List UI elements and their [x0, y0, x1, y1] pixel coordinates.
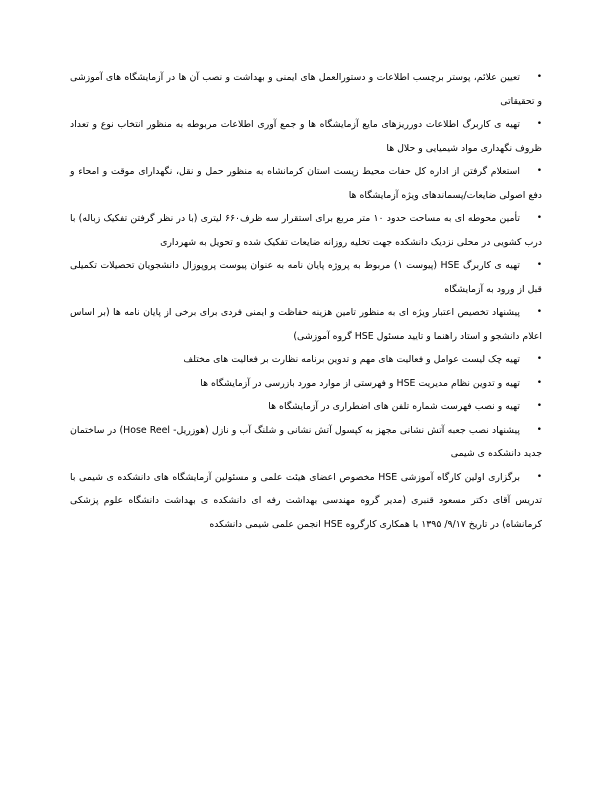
bullet-icon: • — [536, 401, 542, 411]
list-item — [70, 466, 542, 537]
list-item — [70, 419, 542, 466]
bullet-icon: • — [536, 260, 542, 270]
bullet-icon: • — [536, 471, 542, 482]
list-item — [70, 113, 542, 160]
list-item-text: برگزاری اولین کارگاه آموزشی HSE مخصوص اعضای هیئت علمی و مسئولین آزمایشگاه های دانشکده ی شیمی با تدریس آقای دکتر مسعود قنبری (مدیر گروه مهندسی بهداشت رفه ای دانشکده ی بهداشت دانشگاه علوم پزشکی کرمانشاه) در تاریخ ۹/۱۷/ ۱۳۹۵ با همکاری کارگروه HSE انجمن علمی شیمی دانشکده — [70, 471, 542, 530]
bullet-icon: • — [536, 307, 542, 317]
bullet-icon: • — [536, 354, 542, 364]
list-item — [70, 348, 542, 372]
list-item — [70, 395, 542, 419]
list-item-text: تأمین محوطه ای به مساحت حدود ۱۰ متر مربع برای استقرار سه ظرف۶۶۰ لیتری (با در نظر گرفتن تفکیک زباله) با درب کشویی در محلی نزدیک دانشکده جهت تخلیه روزانه ضایعات تفکیک شده و تحویل به شهرداری — [70, 213, 542, 248]
list-item-text: تهیه و تدوین نظام مدیریت HSE و فهرستی از موارد مورد بازرسی در آزمایشگاه ها — [200, 377, 520, 389]
list-item-text: پیشنهاد نصب جعبه آتش نشانی مجهز به کپسول آتش نشانی و شلنگ آب و نازل (هوزریل- Hose Reel) در ساختمان جدید دانشکده ی شیمی — [70, 424, 542, 459]
bullet-icon: • — [536, 424, 542, 435]
list-item-text: تهیه چک لیست عوامل و فعالیت های مهم و تدوین برنامه نظارت بر فعالیت های مختلف — [183, 354, 520, 365]
list-item — [70, 207, 542, 254]
list-item — [70, 372, 542, 396]
list-item-text: پیشنهاد تخصیص اعتبار ویژه ای به منظور تامین هزینه حفاظت و ایمنی فردی برای برخی از پایان نامه ها (بر اساس اعلام دانشجو و استاد راهنما و تایید مسئول HSE گروه آموزشی) — [70, 307, 542, 342]
bullet-icon: • — [536, 119, 542, 129]
bullet-icon: • — [536, 213, 543, 223]
bullet-list — [70, 66, 542, 536]
list-item-text: تهیه و نصب فهرست شماره تلفن های اضطراری در آزمایشگاه ها — [268, 401, 520, 412]
bullet-icon: • — [536, 166, 542, 176]
bullet-icon: • — [536, 377, 542, 388]
list-item — [70, 254, 542, 301]
list-item — [70, 301, 542, 348]
list-item-text: استعلام گرفتن از اداره کل حفات محیط زیست استان کرمانشاه به منظور حمل و نقل، نگهدارای موقت و امحاء و دفع اصولی ضایعات/پسماندهای ویژه آزمایشگاه ها — [70, 166, 542, 201]
bullet-icon: • — [536, 72, 542, 82]
list-item-text: تهیه ی کاربرگ HSE (پیوست ۱) مربوط به پروژه پایان نامه به عنوان پیوست پروپوزال دانشجویان تحصیلات تکمیلی قبل از ورود به آزمایشگاه — [70, 260, 542, 295]
list-item — [70, 160, 542, 207]
list-item — [70, 66, 542, 113]
list-item-text: تعیین علائم، پوستر برچسب اطلاعات و دستورالعمل های ایمنی و بهداشت و نصب آن ها در آزمایشگاه های آموزشی و تحقیقاتی — [70, 72, 542, 107]
list-item-text: تهیه ی کاربرگ اطلاعات دورریزهای مایع آزمایشگاه ها و جمع آوری اطلاعات مربوطه به منظور انتخاب نوع و تعداد ظروف نگهداری مواد شیمیایی و حلال ها — [70, 119, 542, 154]
